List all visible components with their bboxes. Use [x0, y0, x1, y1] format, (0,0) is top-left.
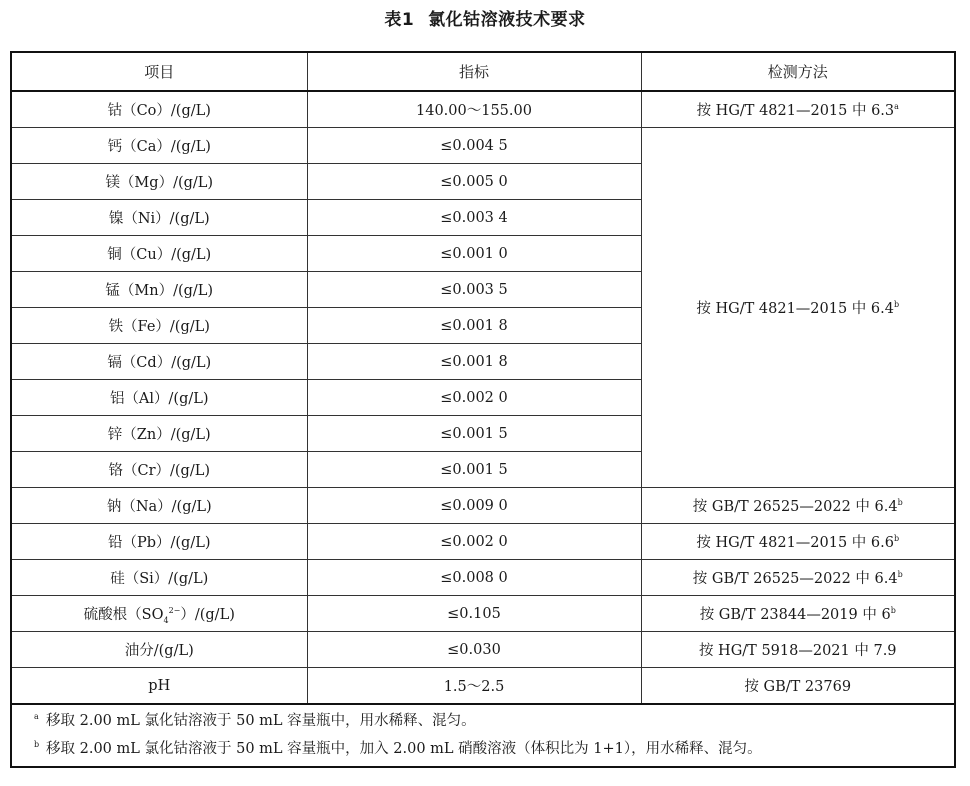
table-row — [12, 596, 954, 632]
row-item: 铅（Pb）/(g/L) — [12, 524, 307, 560]
row-method: 按 HG/T 4821—2015 中 6.3$^a$ — [641, 91, 954, 128]
row-item: 铬（Cr）/(g/L) — [12, 452, 307, 488]
footnote-mark: b — [34, 740, 40, 749]
row-item: 锰（Mn）/(g/L) — [12, 272, 307, 308]
spec-table — [12, 53, 954, 705]
row-spec: ≤0.002 0 — [307, 380, 641, 416]
row-spec: 140.00～155.00 — [307, 91, 641, 128]
row-spec: ≤0.001 5 — [307, 416, 641, 452]
footnote-b — [12, 735, 954, 763]
row-spec: ≤0.003 4 — [307, 200, 641, 236]
row-method: 按 GB/T 23769 — [641, 668, 954, 705]
row-method: 按 HG/T 4821—2015 中 6.6$^b$ — [641, 524, 954, 560]
row-spec: ≤0.009 0 — [307, 488, 641, 524]
table-row — [12, 524, 954, 560]
row-method: 按 GB/T 26525—2022 中 6.4$^b$ — [641, 560, 954, 596]
header-spec: 指标 — [307, 53, 641, 91]
table-row — [12, 488, 954, 524]
row-method: 按 HG/T 5918—2021 中 7.9 — [641, 632, 954, 668]
header-row — [12, 53, 954, 91]
table-row — [12, 560, 954, 596]
row-spec: ≤0.005 0 — [307, 164, 641, 200]
table-row — [12, 91, 954, 128]
row-item-sulfate: 硫酸根$(SO_4^{2-})/(g/L)$ — [12, 596, 307, 632]
table-number: 表1 — [384, 10, 415, 30]
table-title — [0, 6, 970, 34]
row-spec: ≤0.001 0 — [307, 236, 641, 272]
footnote-ref: a — [894, 102, 899, 112]
header-item: 项目 — [12, 53, 307, 91]
footnote-ref: b — [897, 498, 903, 508]
row-method: 按 GB/T 26525—2022 中 6.4$^b$ — [641, 488, 954, 524]
footnote-ref: b — [890, 606, 896, 616]
footnote-ref: b — [893, 534, 900, 544]
row-item: 钠（Na）/(g/L) — [12, 488, 307, 524]
row-spec: ≤0.002 0 — [307, 524, 641, 560]
table-row — [12, 632, 954, 668]
row-item: 铝（Al）/(g/L) — [12, 380, 307, 416]
row-spec: ≤0.105 — [307, 596, 641, 632]
header-method: 检测方法 — [641, 53, 954, 91]
row-spec: ≤0.001 5 — [307, 452, 641, 488]
row-spec: ≤0.003 5 — [307, 272, 641, 308]
row-item: 铁（Fe）/(g/L) — [12, 308, 307, 344]
footnote-ref: b — [897, 570, 903, 580]
footnote-ref: b — [893, 300, 900, 310]
footnotes — [12, 707, 954, 763]
row-item: pH — [12, 668, 307, 705]
row-spec: ≤0.030 — [307, 632, 641, 668]
row-item: 钙（Ca）/(g/L) — [12, 128, 307, 164]
row-spec: ≤0.004 5 — [307, 128, 641, 164]
row-spec: ≤0.008 0 — [307, 560, 641, 596]
row-method: 按 GB/T 23844—2019 中 6$^b$ — [641, 596, 954, 632]
row-spec: ≤0.001 8 — [307, 308, 641, 344]
row-item: 镉（Cd）/(g/L) — [12, 344, 307, 380]
row-spec: ≤0.001 8 — [307, 344, 641, 380]
row-item: 镁（Mg）/(g/L) — [12, 164, 307, 200]
row-item: 锌（Zn）/(g/L) — [12, 416, 307, 452]
footnote-text: 移取 2.00 mL 氯化钴溶液于 50 mL 容量瓶中，加入 2.00 mL 硝酸溶液（体积比为 1+1），用水稀释、混匀。 — [46, 741, 762, 757]
row-item: 镍（Ni）/(g/L) — [12, 200, 307, 236]
row-item: 硅（Si）/(g/L) — [12, 560, 307, 596]
footnote-mark: a — [34, 712, 39, 721]
footnote-a — [12, 707, 954, 735]
table-row — [12, 128, 954, 164]
row-item: 铜（Cu）/(g/L) — [12, 236, 307, 272]
row-item: 油分/(g/L) — [12, 632, 307, 668]
merged-method-cell: 按 HG/T 4821—2015 中 6.4$^b$ — [641, 128, 954, 488]
row-spec: 1.5～2.5 — [307, 668, 641, 705]
table-caption: 氯化钴溶液技术要求 — [428, 10, 586, 30]
row-item: 钴（Co）/(g/L) — [12, 91, 307, 128]
table-row — [12, 668, 954, 705]
footnote-text: 移取 2.00 mL 氯化钴溶液于 50 mL 容量瓶中，用水稀释、混匀。 — [46, 713, 476, 729]
